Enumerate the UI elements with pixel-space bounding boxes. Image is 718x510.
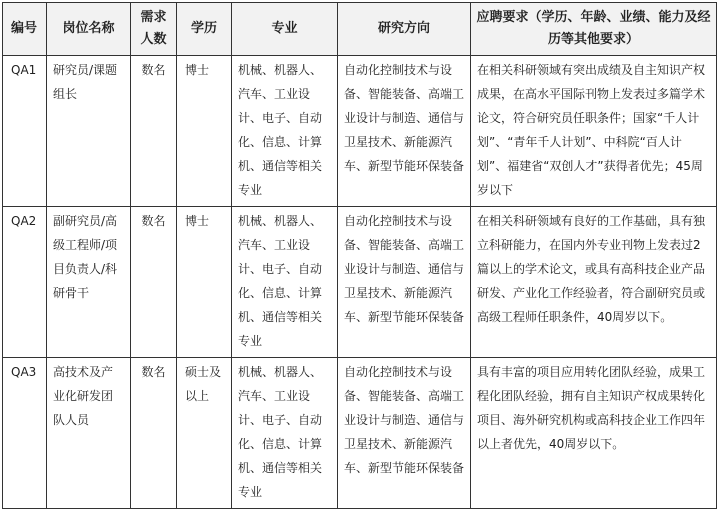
- cell-direction: 自动化控制技术与设备、智能装备、高端工业设计与制造、通信与卫星技术、新能源汽车、新型节能环保装备: [338, 56, 471, 207]
- cell-education: 博士: [177, 56, 232, 207]
- cell-position: 副研究员/高级工程师/项目负责人/科研骨干: [47, 207, 131, 358]
- cell-major: 机械、机器人、汽车、工业设计、电子、自动化、信息、计算机、通信等相关专业: [232, 358, 338, 509]
- header-education: 学历: [177, 3, 232, 56]
- header-direction: 研究方向: [338, 3, 471, 56]
- cell-position: 高技术及产业化研发团队人员: [47, 358, 131, 509]
- cell-direction: 自动化控制技术与设备、智能装备、高端工业设计与制造、通信与卫星技术、新能源汽车、新型节能环保装备: [338, 207, 471, 358]
- cell-requirements: 在相关科研领域有良好的工作基础，具有独立科研能力，在国内外专业刊物上发表过2篇以上的学术论文，或具有高科技企业产品研发、产业化工作经验者，符合副研究员或高级工程师任职条件，40周岁以下。: [471, 207, 717, 358]
- cell-count: 数名: [131, 207, 177, 358]
- header-requirements: 应聘要求（学历、年龄、业绩、能力及经历等其他要求）: [471, 3, 717, 56]
- header-id: 编号: [3, 3, 47, 56]
- cell-count: 数名: [131, 56, 177, 207]
- table-row: [3, 56, 717, 207]
- cell-position: 研究员/课题组长: [47, 56, 131, 207]
- table-row: [3, 207, 717, 358]
- header-row: [3, 3, 717, 56]
- header-major: 专业: [232, 3, 338, 56]
- cell-requirements: 具有丰富的项目应用转化团队经验，成果工程化团队经验，拥有自主知识产权成果转化项目、海外研究机构或高科技企业工作四年以上者优先，40周岁以下。: [471, 358, 717, 509]
- table-row: [3, 358, 717, 509]
- recruitment-table: [2, 2, 717, 509]
- header-position: 岗位名称: [47, 3, 131, 56]
- cell-education: 博士: [177, 207, 232, 358]
- cell-direction: 自动化控制技术与设备、智能装备、高端工业设计与制造、通信与卫星技术、新能源汽车、新型节能环保装备: [338, 358, 471, 509]
- cell-major: 机械、机器人、汽车、工业设计、电子、自动化、信息、计算机、通信等相关专业: [232, 56, 338, 207]
- cell-id: QA3: [3, 358, 47, 509]
- header-count: 需求人数: [131, 3, 177, 56]
- cell-id: QA1: [3, 56, 47, 207]
- cell-id: QA2: [3, 207, 47, 358]
- cell-major: 机械、机器人、汽车、工业设计、电子、自动化、信息、计算机、通信等相关专业: [232, 207, 338, 358]
- cell-count: 数名: [131, 358, 177, 509]
- cell-education: 硕士及以上: [177, 358, 232, 509]
- cell-requirements: 在相关科研领域有突出成绩及自主知识产权成果，在高水平国际刊物上发表过多篇学术论文，符合研究员任职条件；国家“千人计划”、“青年千人计划”、中科院“百人计划”、福建省“双创人才”获得者优先；45周岁以下: [471, 56, 717, 207]
